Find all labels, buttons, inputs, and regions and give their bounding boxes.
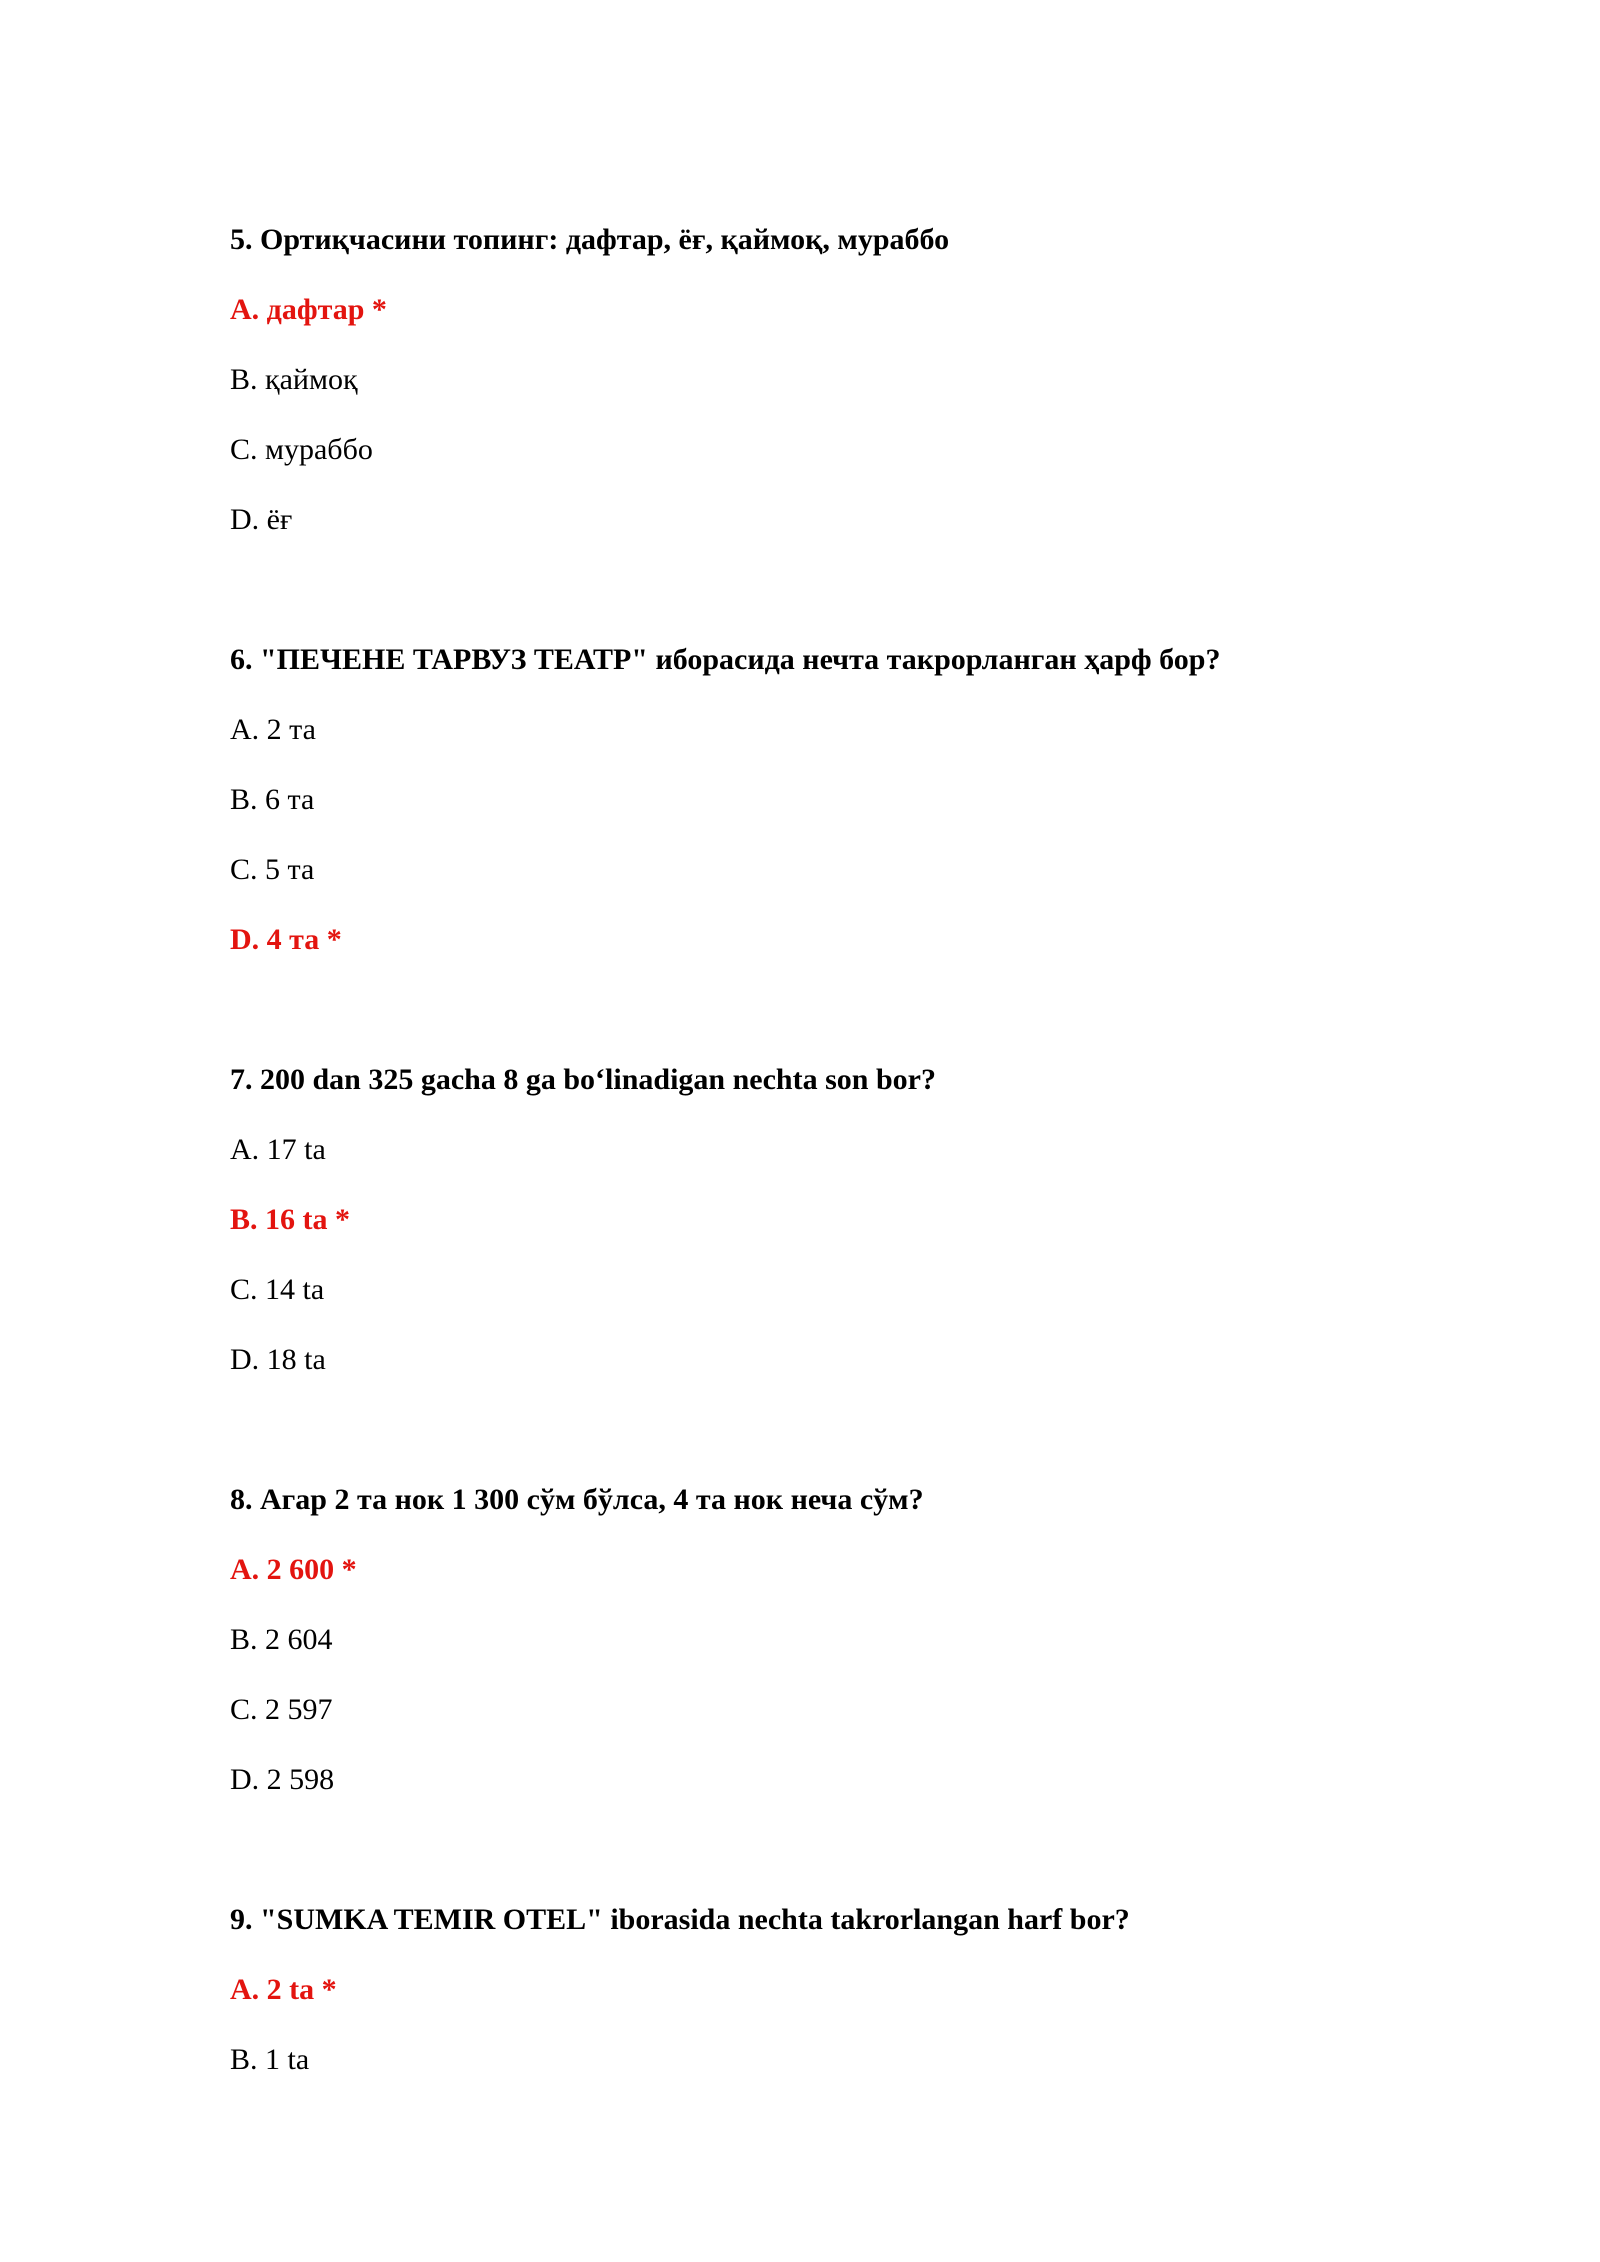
option-b: B. 1 ta bbox=[230, 2043, 310, 2076]
option-a-correct: A. 2 ta * bbox=[230, 1973, 337, 2006]
option-d: D. ёғ bbox=[230, 503, 293, 536]
option-d: D. 18 ta bbox=[230, 1343, 326, 1376]
option-a: A. 2 та bbox=[230, 713, 316, 746]
option-c: C. 5 та bbox=[230, 853, 315, 886]
option-c: C. мураббо bbox=[230, 433, 373, 466]
option-b: B. 6 та bbox=[230, 783, 315, 816]
question-title: 7. 200 dan 325 gacha 8 ga bo‘linadigan nechta son bor? bbox=[230, 1063, 936, 1096]
question-title: 9. "SUMKA TEMIR OTEL" iborasida nechta takrorlangan harf bor? bbox=[230, 1903, 1130, 1936]
option-c: C. 2 597 bbox=[230, 1693, 333, 1726]
option-b: B. қаймоқ bbox=[230, 363, 358, 396]
question-title: 5. Ортиқчасини топинг: дафтар, ёғ, қаймоқ, мураббо bbox=[230, 223, 950, 256]
option-d-correct: D. 4 та * bbox=[230, 923, 342, 956]
question-title: 8. Агар 2 та нок 1 300 сўм бўлса, 4 та нок неча сўм? bbox=[230, 1483, 924, 1516]
option-c: C. 14 ta bbox=[230, 1273, 325, 1306]
option-d: D. 2 598 bbox=[230, 1763, 335, 1796]
option-a-correct: A. 2 600 * bbox=[230, 1553, 357, 1586]
question-title: 6. "ПЕЧЕНЕ ТАРВУЗ ТЕАТР" иборасида нечта такрорланган ҳарф бор? bbox=[230, 643, 1221, 676]
option-a-correct: A. дафтар * bbox=[230, 293, 387, 326]
option-a: A. 17 ta bbox=[230, 1133, 326, 1166]
option-b: B. 2 604 bbox=[230, 1623, 333, 1656]
option-b-correct: B. 16 ta * bbox=[230, 1203, 350, 1236]
